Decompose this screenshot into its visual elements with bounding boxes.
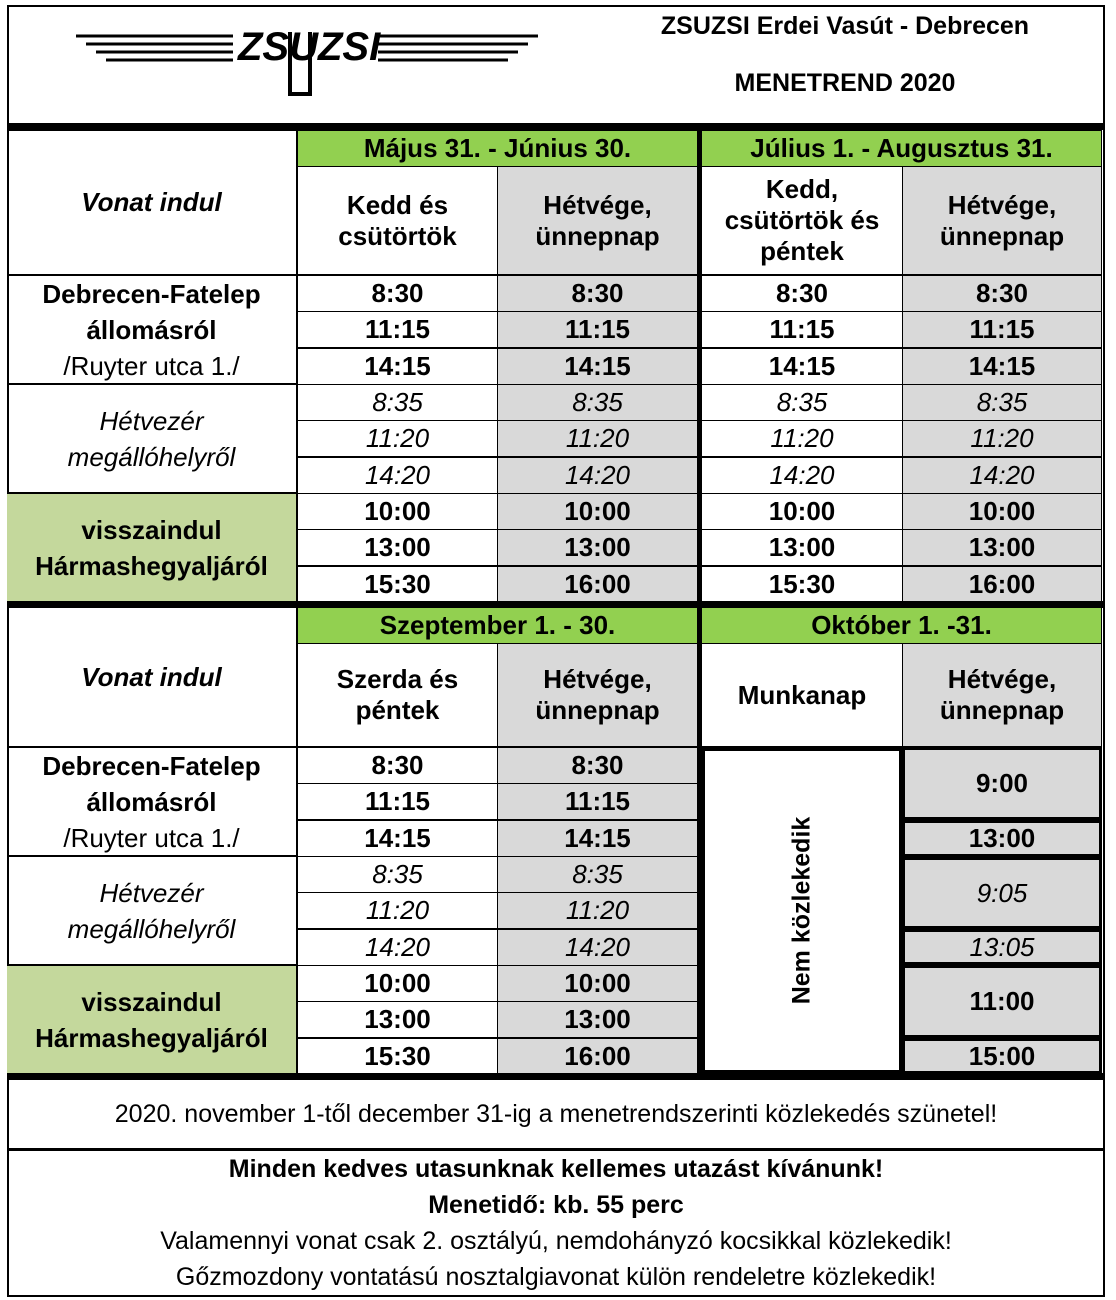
logo-text: ZSUZSI xyxy=(238,25,381,69)
time-cell: 8:30 xyxy=(497,747,698,784)
time-cell: 11:15 xyxy=(497,311,698,348)
time-cell: 8:30 xyxy=(297,747,498,784)
station-address: /Ruyter utca 1./ xyxy=(63,350,240,381)
departure-station-label xyxy=(7,747,297,856)
time-cell: 8:35 xyxy=(297,856,498,893)
column-header: Hétvége, ünnepnap xyxy=(902,166,1102,275)
time-cell: 11:20 xyxy=(902,420,1102,457)
period-header: Október 1. -31. xyxy=(701,607,1102,644)
time-cell: 8:30 xyxy=(701,275,903,312)
time-cell: 11:20 xyxy=(701,420,903,457)
time-cell: 11:20 xyxy=(497,892,698,929)
period-header: Szeptember 1. - 30. xyxy=(297,607,698,644)
time-cell: 8:35 xyxy=(497,856,698,893)
time-cell: 14:15 xyxy=(701,348,903,385)
season-notice: 2020. november 1-től december 31-ig a menetrendszerinti közlekedés szünetel! xyxy=(114,1099,998,1128)
time-cell: 8:30 xyxy=(497,275,698,312)
departure-station-label xyxy=(7,275,297,384)
station-name: Debrecen-Fatelep xyxy=(42,278,261,309)
period-header: Július 1. - Augusztus 31. xyxy=(701,130,1102,167)
column-header: Hétvége, ünnepnap xyxy=(497,166,698,275)
return-text: visszaindul xyxy=(81,986,222,1017)
greeting-text: Minden kedves utasunknak kellemes utazást kívánunk! xyxy=(228,1154,884,1183)
time-cell: 10:00 xyxy=(297,493,498,530)
column-header: Kedd, csütörtök és péntek xyxy=(701,166,903,275)
time-cell: 8:30 xyxy=(902,275,1102,312)
time-cell: 13:00 xyxy=(497,529,698,566)
row-label: Vonat indul xyxy=(7,607,297,747)
time-cell: 15:30 xyxy=(297,1038,498,1075)
station-name: Debrecen-Fatelep xyxy=(42,750,261,781)
time-cell: 8:30 xyxy=(297,275,498,312)
time-cell: 11:00 xyxy=(902,965,1102,1038)
time-cell: 8:35 xyxy=(497,384,698,421)
not-running-text: Nem közlekedik xyxy=(787,816,816,1005)
stop-name: Hétvezér xyxy=(99,405,204,436)
time-cell: 10:00 xyxy=(497,493,698,530)
time-cell: 9:00 xyxy=(902,747,1102,820)
column-header: Hétvége, ünnepnap xyxy=(902,643,1102,747)
time-cell: 14:20 xyxy=(701,457,903,494)
time-cell: 11:20 xyxy=(297,420,498,457)
time-cell: 13:00 xyxy=(902,529,1102,566)
time-cell: 14:20 xyxy=(497,929,698,966)
time-cell: 10:00 xyxy=(902,493,1102,530)
station-suffix: állomásról xyxy=(86,786,217,817)
time-cell: 11:15 xyxy=(297,311,498,348)
time-cell: 14:15 xyxy=(902,348,1102,385)
time-cell: 13:00 xyxy=(497,1001,698,1038)
column-header: Kedd és csütörtök xyxy=(297,166,498,275)
time-cell: 11:20 xyxy=(297,892,498,929)
time-cell: 15:30 xyxy=(701,566,903,603)
column-header: Hétvége, ünnepnap xyxy=(497,643,698,747)
return-station: Hármashegyaljáról xyxy=(35,1022,268,1053)
stop-suffix: megállóhelyről xyxy=(67,913,236,944)
time-cell: 10:00 xyxy=(497,965,698,1002)
station-address: /Ruyter utca 1./ xyxy=(63,822,240,853)
time-cell: 10:00 xyxy=(701,493,903,530)
time-cell: 13:00 xyxy=(902,820,1102,857)
row-label: Vonat indul xyxy=(7,130,297,275)
time-cell: 14:15 xyxy=(497,820,698,857)
time-cell: 11:15 xyxy=(297,783,498,820)
divider xyxy=(7,1073,1105,1080)
return-station: Hármashegyaljáról xyxy=(35,550,268,581)
time-cell: 13:05 xyxy=(902,929,1102,965)
time-cell: 14:20 xyxy=(297,929,498,966)
time-cell: 14:20 xyxy=(902,457,1102,494)
page-subtitle: MENETREND 2020 xyxy=(734,68,956,97)
station-suffix: állomásról xyxy=(86,314,217,345)
time-cell: 13:00 xyxy=(701,529,903,566)
time-cell: 16:00 xyxy=(902,566,1102,603)
time-cell: 14:20 xyxy=(497,457,698,494)
footer-info xyxy=(9,1151,1103,1295)
column-header: Munkanap xyxy=(701,643,903,747)
logo xyxy=(58,14,555,108)
stop-name: Hétvezér xyxy=(99,877,204,908)
time-cell: 16:00 xyxy=(497,566,698,603)
time-cell: 11:15 xyxy=(902,311,1102,348)
time-cell: 9:05 xyxy=(902,857,1102,929)
time-cell: 14:20 xyxy=(297,457,498,494)
time-cell: 14:15 xyxy=(497,348,698,385)
time-cell: 13:00 xyxy=(297,529,498,566)
return-label xyxy=(7,493,297,602)
time-cell: 8:35 xyxy=(701,384,903,421)
time-cell: 8:35 xyxy=(902,384,1102,421)
class-info: Valamennyi vonat csak 2. osztályú, nemdohányzó kocsikkal közlekedik! xyxy=(160,1226,952,1255)
time-cell: 16:00 xyxy=(497,1038,698,1075)
travel-time: Menetidő: kb. 55 perc xyxy=(428,1190,684,1219)
return-text: visszaindul xyxy=(81,514,222,545)
divider xyxy=(7,123,1105,130)
time-cell: 14:15 xyxy=(297,348,498,385)
not-running-cell xyxy=(701,747,903,1074)
time-cell: 13:00 xyxy=(297,1001,498,1038)
stop-suffix: megállóhelyről xyxy=(67,441,236,472)
time-cell: 15:30 xyxy=(297,566,498,603)
time-cell: 8:35 xyxy=(297,384,498,421)
time-cell: 11:15 xyxy=(497,783,698,820)
page-title: ZSUZSI Erdei Vasút - Debrecen xyxy=(660,11,1030,40)
time-cell: 15:00 xyxy=(902,1038,1102,1074)
nostalgia-info: Gőzmozdony vontatású nosztalgiavonat külön rendeletre közlekedik! xyxy=(175,1262,937,1291)
time-cell: 14:15 xyxy=(297,820,498,857)
time-cell: 11:20 xyxy=(497,420,698,457)
return-label xyxy=(7,965,297,1074)
time-cell: 10:00 xyxy=(297,965,498,1002)
time-cell: 11:15 xyxy=(701,311,903,348)
column-header: Szerda és péntek xyxy=(297,643,498,747)
hetvezer-label xyxy=(7,384,297,493)
hetvezer-label xyxy=(7,856,297,965)
period-header: Május 31. - Június 30. xyxy=(297,130,698,167)
